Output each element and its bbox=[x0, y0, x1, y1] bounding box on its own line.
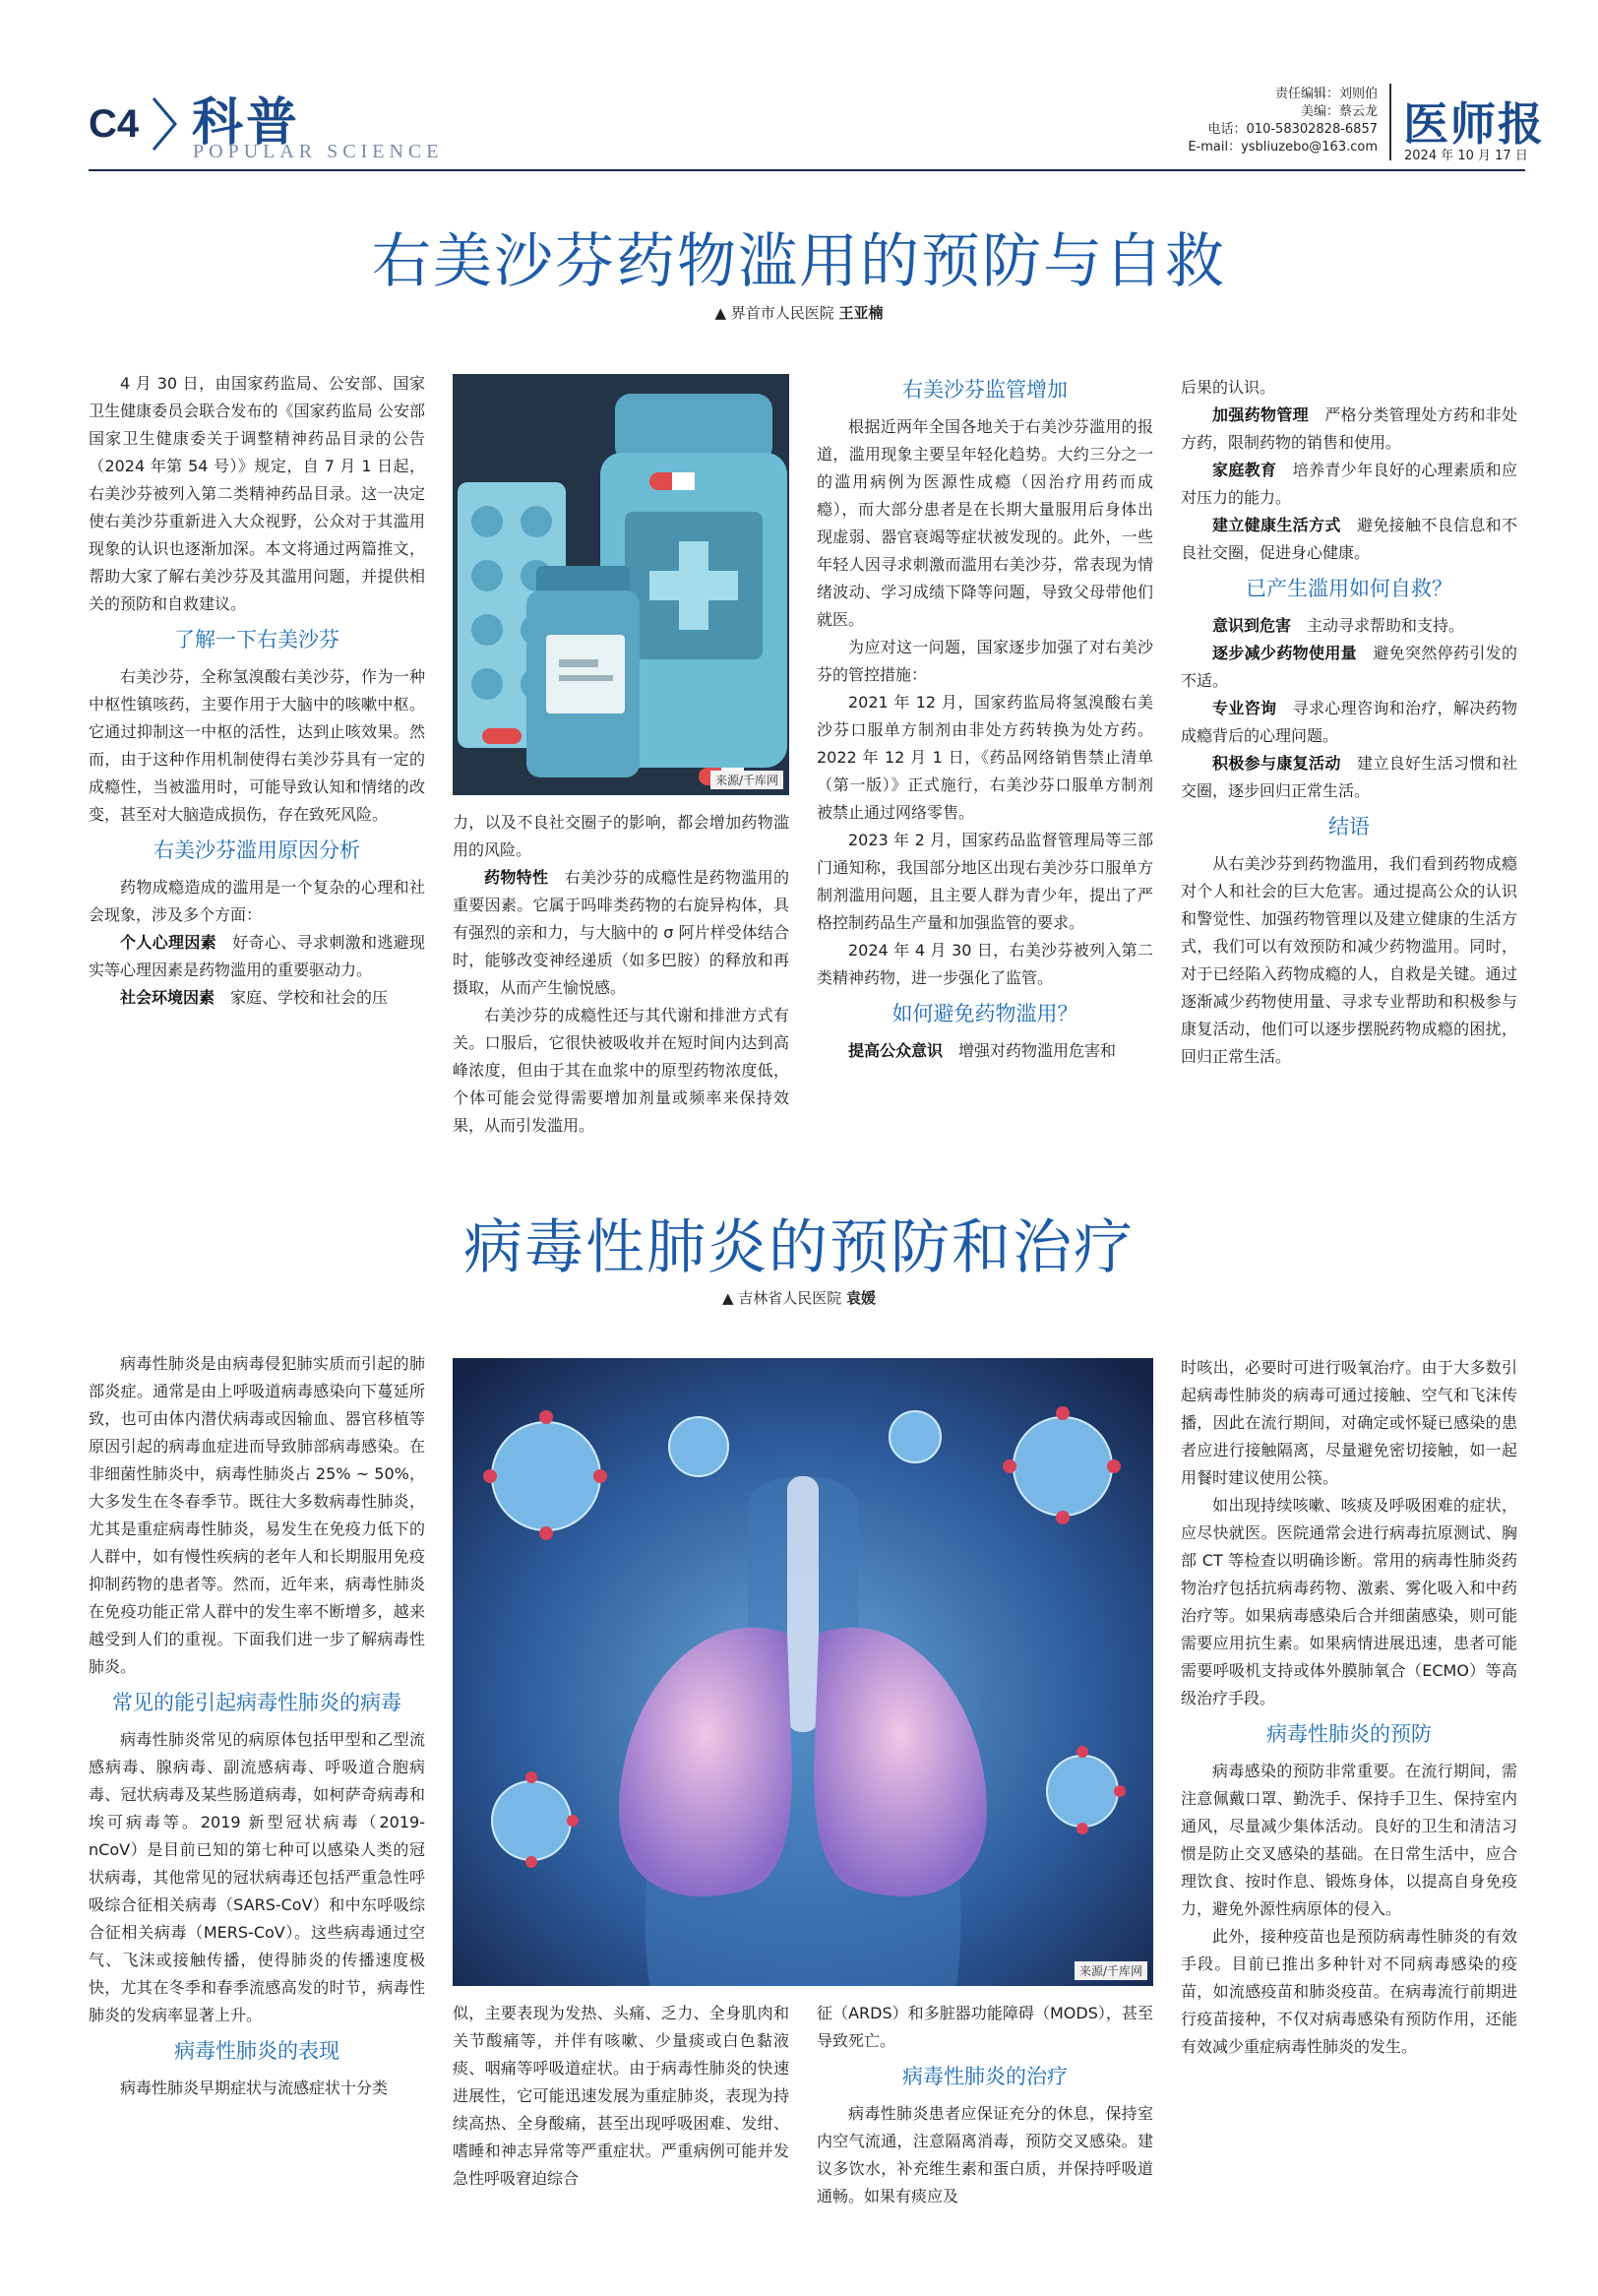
paragraph-text: 避免接触不良信息和不良社交圈，促进身心健康。 bbox=[1181, 516, 1517, 562]
keyword: 加强药物管理 bbox=[1212, 405, 1309, 424]
publication-date: 2024 年 10 月 17 日 bbox=[1404, 149, 1528, 163]
keyword: 药物特性 bbox=[484, 868, 549, 887]
editor-info bbox=[1188, 86, 1378, 156]
paragraph: 右美沙芬的成瘾性还与其代谢和排泄方式有关。口服后，它很快被吸收并在短时间内达到高峰浓度，但由于其在血浆中的原型药物浓度低，个体可能会觉得需要增加剂量或频率来保持效果，从而引发滥用。 bbox=[453, 1006, 789, 1135]
lungs-virus-icon bbox=[453, 1358, 1153, 1986]
section-subtitle: POPULAR SCIENCE bbox=[193, 141, 444, 162]
header-divider bbox=[1389, 84, 1391, 160]
paragraph: 病毒性肺炎患者应保证充分的休息，保持室内空气流通，注意隔离消毒，预防交叉感染。建议多饮水，补充维生素和蛋白质，并保持呼吸道通畅。如果有痰应及 bbox=[817, 2104, 1153, 2205]
keyword: 逐步减少药物使用量 bbox=[1212, 644, 1357, 662]
paragraph: 征（ARDS）和多脏器功能障碍（MODS），甚至导致死亡。 bbox=[817, 2004, 1153, 2050]
article1-column-3 bbox=[817, 370, 1153, 1065]
paragraph-text: 增强对药物滥用危害和 bbox=[958, 1041, 1117, 1060]
paragraph bbox=[817, 1037, 1153, 1065]
paragraph: 病毒性肺炎早期症状与流感症状十分类 bbox=[120, 2079, 389, 2097]
paragraph-text: 家庭、学校和社会的压 bbox=[230, 988, 389, 1007]
paragraph: 力，以及不良社交圈子的影响，都会增加药物滥用的风险。 bbox=[453, 813, 789, 859]
byline-author: 袁媛 bbox=[846, 1289, 877, 1307]
article1-byline bbox=[0, 302, 1598, 323]
subheading: 右美沙芬监管增加 bbox=[902, 378, 1068, 402]
paragraph: 后果的认识。 bbox=[1181, 378, 1276, 397]
medicine-illustration bbox=[453, 374, 789, 795]
keyword: 意识到危害 bbox=[1212, 616, 1292, 635]
subheading: 病毒性肺炎的表现 bbox=[174, 2039, 339, 2063]
article2-byline bbox=[0, 1287, 1598, 1308]
keyword: 提高公众意识 bbox=[848, 1041, 944, 1060]
subheading: 了解一下右美沙芬 bbox=[174, 628, 339, 652]
paragraph bbox=[1181, 512, 1517, 567]
subheading: 常见的能引起病毒性肺炎的病毒 bbox=[112, 1691, 401, 1714]
paragraph: 病毒性肺炎常见的病原体包括甲型和乙型流感病毒、腺病毒、副流感病毒、呼吸道合胞病毒、冠状病毒及某些肠道病毒，如柯萨奇病毒和埃可病毒等。2019 新型冠状病毒（2019-nCoV）是目前已知的第七种可以感染人类的冠状病毒，其他常见的冠状病毒还包括严重急性呼吸综合征相关病毒（SARS-CoV）和中东呼吸综合征相关病毒（MERS-CoV）。这些病毒通过空气、飞沫或接触传播，使得肺炎的传播速度极快，尤其在冬季和春季流感高发的时节，病毒性肺炎的发病率显著上升。 bbox=[89, 1730, 425, 2024]
article1-column-4 bbox=[1181, 374, 1517, 1071]
article2-column-1 bbox=[89, 1350, 425, 2102]
paragraph-text: 好奇心、寻求刺激和逃避现实等心理因素是药物滥用的重要驱动力。 bbox=[89, 933, 425, 979]
paragraph-text: 建立良好生活习惯和社交圈，逐步回归正常生活。 bbox=[1181, 754, 1517, 800]
byline-author: 王亚楠 bbox=[838, 304, 884, 322]
article1-column-2 bbox=[453, 809, 789, 1140]
paragraph: 2023 年 2 月，国家药品监督管理局等三部门通知称，我国部分地区出现右美沙芬口服单方制剂滥用问题，且主要人群为青少年，提出了严格控制药品生产量和加强监管的要求。 bbox=[817, 831, 1153, 932]
article2-title: 病毒性肺炎的预防和治疗 bbox=[463, 1213, 1135, 1282]
paragraph: 2024 年 4 月 30 日，右美沙芬被列入第二类精神药物，进一步强化了监管。 bbox=[817, 941, 1153, 987]
chevron-right-icon bbox=[150, 94, 179, 154]
lungs-virus-illustration bbox=[453, 1358, 1153, 1986]
subheading: 右美沙芬滥用原因分析 bbox=[154, 838, 360, 862]
paragraph bbox=[1181, 750, 1517, 805]
keyword: 积极参与康复活动 bbox=[1212, 754, 1341, 773]
subheading: 结语 bbox=[1328, 815, 1370, 838]
paragraph-text: 右美沙芬的成瘾性是药物滥用的重要因素。它属于吗啡类药物的右旋异构体，具有强烈的亲和力，与大脑中的 σ 阿片样受体结合时，能够改变神经递质（如多巴胺）的释放和再摄取，从而产生愉悦感。 bbox=[453, 868, 789, 997]
image-credit: 来源/千库网 bbox=[1075, 1961, 1147, 1980]
keyword: 建立健康生活方式 bbox=[1212, 516, 1341, 534]
paragraph: 此外，接种疫苗也是预防病毒性肺炎的有效手段。目前已推出多种针对不同病毒感染的疫苗，如流感疫苗和肺炎疫苗。在病毒流行前期进行疫苗接种，不仅对病毒感染有预防作用，还能有效减少重症病毒性肺炎的发生。 bbox=[1181, 1927, 1517, 2056]
medicine-bottles-icon bbox=[453, 374, 789, 795]
phone: 电话：010-58302828-6857 bbox=[1207, 122, 1378, 137]
editor: 责任编辑：刘则伯 bbox=[1274, 87, 1378, 101]
article1-column-1 bbox=[89, 370, 425, 1012]
header-rule bbox=[89, 169, 1525, 171]
article2-column-2 bbox=[453, 2000, 789, 2193]
image-credit: 来源/千库网 bbox=[710, 771, 783, 789]
paragraph-text: 培养青少年良好的心理素质和应对压力的能力。 bbox=[1181, 461, 1517, 507]
keyword: 社会环境因素 bbox=[120, 988, 215, 1007]
paragraph-text: 寻求心理咨询和治疗，解决药物成瘾背后的心理问题。 bbox=[1181, 699, 1517, 745]
subheading: 已产生滥用如何自救？ bbox=[1246, 577, 1452, 600]
subheading: 如何避免药物滥用？ bbox=[891, 1002, 1078, 1025]
keyword: 个人心理因素 bbox=[120, 933, 216, 952]
byline-affiliation: ▲ 吉林省人民医院 bbox=[721, 1289, 842, 1307]
paragraph bbox=[1181, 640, 1517, 695]
paragraph: 2021 年 12 月，国家药监局将氢溴酸右美沙芬口服单方制剂由非处方药转换为处方药。2022 年 12 月 1 日，《药品网络销售禁止清单（第一版）》正式施行，右美沙芬口服单方制剂被禁止通过网络零售。 bbox=[817, 693, 1153, 822]
paragraph: 为应对这一问题，国家逐步加强了对右美沙芬的管控措施： bbox=[817, 638, 1153, 684]
paragraph-text: 主动寻求帮助和支持。 bbox=[1307, 616, 1465, 635]
section-title: 科普 bbox=[192, 93, 301, 153]
designer: 美编：蔡云龙 bbox=[1300, 104, 1378, 119]
page-number: C4 bbox=[89, 102, 140, 146]
paragraph-text: 避免突然停药引发的不适。 bbox=[1181, 644, 1517, 690]
paragraph bbox=[1181, 695, 1517, 750]
subheading: 病毒性肺炎的治疗 bbox=[902, 2065, 1068, 2088]
paragraph: 右美沙芬，全称氢溴酸右美沙芬，作为一种中枢性镇咳药，主要作用于大脑中的咳嗽中枢。它通过抑制这一中枢的活性，达到止咳效果。然而，由于这种作用机制使得右美沙芬具有一定的成瘾性，当被滥用时，可能导致认知和情绪的改变，甚至对大脑造成损伤，存在致死风险。 bbox=[89, 667, 425, 824]
keyword: 家庭教育 bbox=[1212, 461, 1277, 479]
keyword: 专业咨询 bbox=[1212, 699, 1277, 717]
paragraph bbox=[1181, 402, 1517, 457]
paragraph: 根据近两年全国各地关于右美沙芬滥用的报道，滥用现象主要呈年轻化趋势。大约三分之一的滥用病例为医源性成瘾（因治疗用药而成瘾），而大部分患者是在长期大量服用后身体出现虚弱、器官衰竭等症状被发现的。此外，一些年轻人因寻求刺激而滥用右美沙芬，常表现为情绪波动、学习成绩下降等问题，导致父母带他们就医。 bbox=[817, 417, 1153, 629]
paragraph: 如出现持续咳嗽、咳痰及呼吸困难的症状，应尽快就医。医院通常会进行病毒抗原测试、胸部 CT 等检查以明确诊断。常用的病毒性肺炎药物治疗包括抗病毒药物、激素、雾化吸入和中药治疗等。如果病毒感染后合并细菌感染，则可能需要应用抗生素。如果病情进展迅速，患者可能需要呼吸机支持或体外膜肺氧合（ECMO）等高级治疗手段。 bbox=[1181, 1496, 1517, 1707]
paragraph: 药物成瘾造成的滥用是一个复杂的心理和社会现象，涉及多个方面： bbox=[89, 878, 425, 924]
paragraph: 时咳出，必要时可进行吸氧治疗。由于大多数引起病毒性肺炎的病毒可通过接触、空气和飞沫传播，因此在流行期间，对确定或怀疑已感染的患者应进行接触隔离，尽量避免密切接触，如一起用餐时建议使用公筷。 bbox=[1181, 1358, 1517, 1487]
article2-column-3 bbox=[817, 2000, 1153, 2210]
paragraph bbox=[1181, 612, 1517, 640]
paragraph bbox=[453, 864, 789, 1002]
article1-title: 右美沙芬药物滥用的预防与自救 bbox=[372, 227, 1226, 296]
paragraph bbox=[89, 984, 425, 1012]
byline-affiliation: ▲ 界首市人民医院 bbox=[714, 304, 834, 322]
paragraph: 病毒感染的预防非常重要。在流行期间，需注意佩戴口罩、勤洗手、保持手卫生、保持室内通风，尽量减少集体活动。良好的卫生和清洁习惯是防止交叉感染的基础。在日常生活中，应合理饮食、按时作息、锻炼身体，以提高自身免疫力，避免外源性病原体的侵入。 bbox=[1181, 1762, 1517, 1918]
paragraph bbox=[89, 929, 425, 984]
paragraph: 从右美沙芬到药物滥用，我们看到药物成瘾对个人和社会的巨大危害。通过提高公众的认识和警觉性、加强药物管理以及建立健康的生活方式，我们可以有效预防和减少药物滥用。同时，对于已经陷入药物成瘾的人，自救是关键。通过逐渐减少药物使用量、寻求专业帮助和积极参与康复活动，他们可以逐步摆脱药物成瘾的困扰，回归正常生活。 bbox=[1181, 854, 1517, 1066]
paragraph: 病毒性肺炎是由病毒侵犯肺实质而引起的肺部炎症。通常是由上呼吸道病毒感染向下蔓延所致，也可由体内潜伏病毒或因输血、器官移植等原因引起的病毒血症进而导致肺部病毒感染。在非细菌性肺炎中，病毒性肺炎占 25% ~ 50%，大多发生在冬春季节。既往大多数病毒性肺炎，尤其是重症病毒性肺炎，易发生在免疫力低下的人群中，如有慢性疾病的老年人和长期服用免疫抑制药物的患者等。然而，近年来，病毒性肺炎在免疫功能正常人群中的发生率不断增多，越来越受到人们的重视。下面我们进一步了解病毒性肺炎。 bbox=[89, 1354, 425, 1676]
paragraph-text: 严格分类管理处方药和非处方药，限制药物的销售和使用。 bbox=[1181, 405, 1517, 452]
paragraph bbox=[1181, 457, 1517, 512]
newspaper-logo: 医师报 bbox=[1403, 97, 1545, 151]
subheading: 病毒性肺炎的预防 bbox=[1266, 1722, 1432, 1746]
paragraph: 似，主要表现为发热、头痛、乏力、全身肌肉和关节酸痛等，并伴有咳嗽、少量痰或白色黏液痰、咽痛等呼吸道症状。由于病毒性肺炎的快速进展性，它可能迅速发展为重症肺炎，表现为持续高热、全身酸痛，甚至出现呼吸困难、发绀、嗜睡和神志异常等严重症状。严重病例可能并发急性呼吸窘迫综合 bbox=[453, 2004, 789, 2188]
article2-column-4 bbox=[1181, 1354, 1517, 2061]
email: E-mail：ysbliuzebo@163.com bbox=[1188, 140, 1378, 155]
paragraph: 4 月 30 日，由国家药监局、公安部、国家卫生健康委员会联合发布的《国家药监局 公安部 国家卫生健康委关于调整精神药品目录的公告（2024 年第 54 号）》规定，自 7 月 1 日起，右美沙芬被列入第二类精神药品目录。这一决定使右美沙芬重新进入大众视野，公众对于其滥用现象的认识也逐渐加深。本文将通过两篇推文，帮助大家了解右美沙芬及其滥用问题，并提供相关的预防和自救建议。 bbox=[89, 374, 425, 613]
